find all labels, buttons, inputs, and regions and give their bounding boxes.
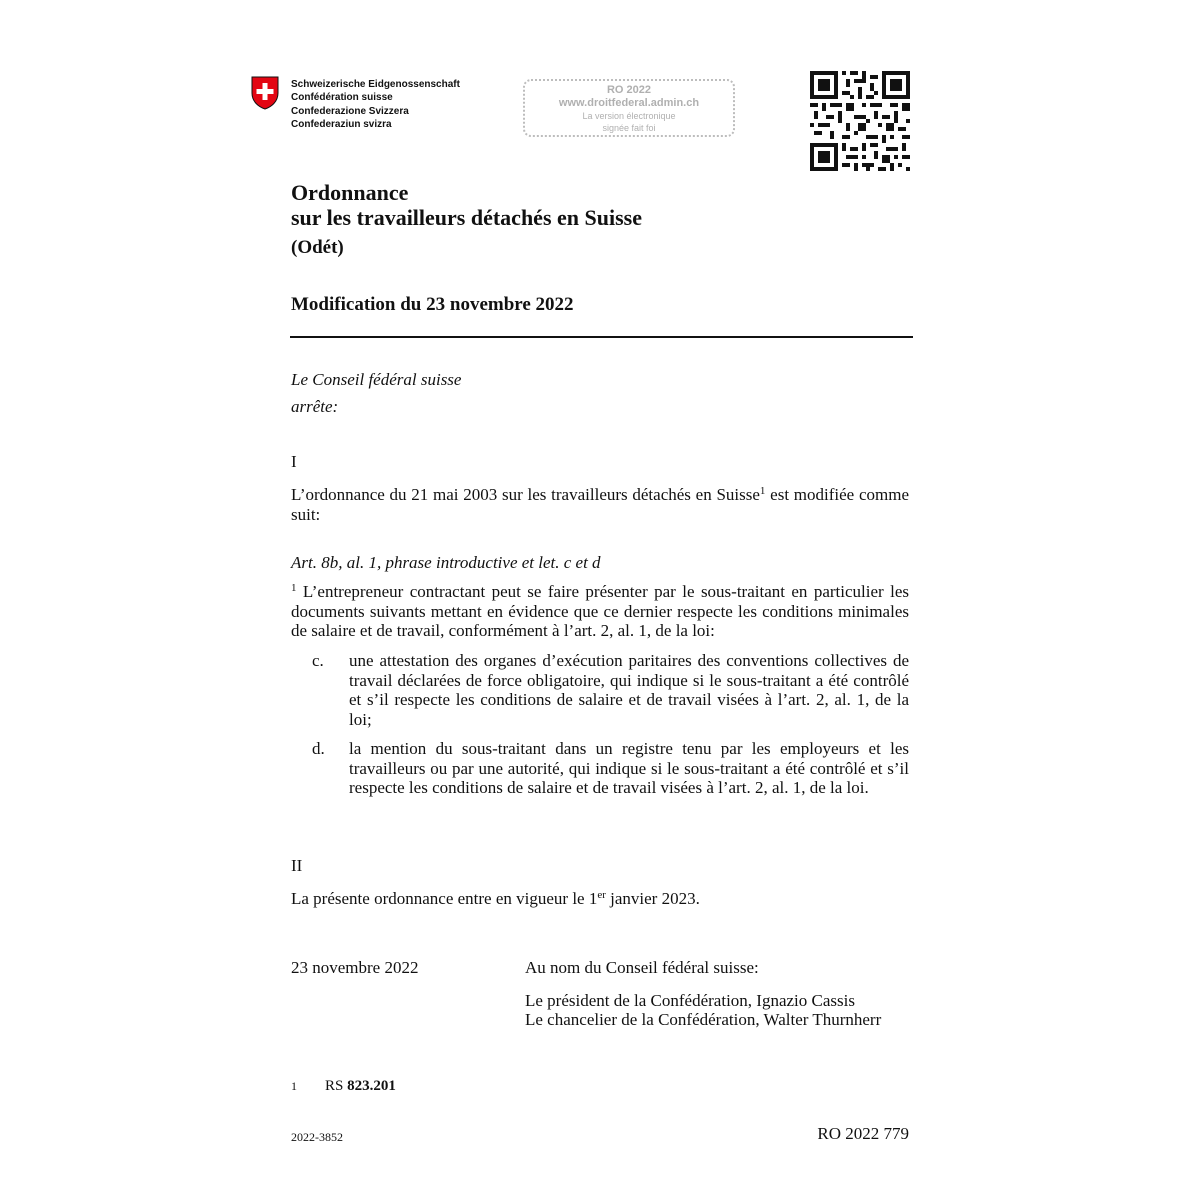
stamp-line3: La version électronique	[582, 111, 676, 121]
footnote-marker: 1	[759, 485, 766, 497]
chancellor-line: Le chancelier de la Confédération, Walter Thurnherr	[525, 1010, 882, 1029]
ro-reference: RO 2022 779	[817, 1124, 909, 1143]
section-numeral-2: II	[291, 856, 303, 875]
intro-line-2: arrête:	[291, 397, 339, 416]
confederation-name-de: Schweizerische Eidgenossenschaft	[291, 79, 460, 90]
qr-code-icon	[810, 71, 910, 171]
footnote-number: 1	[291, 1079, 297, 1093]
confederation-name-fr: Confédération suisse	[291, 92, 393, 104]
confederation-name-rm: Confederaziun svizra	[291, 118, 392, 130]
enacting-clause	[291, 366, 461, 420]
article-paragraph	[291, 582, 909, 641]
list-item-text-c: une attestation des organes d’exécution paritaires des conventions collectives de travail déclarées de force obligatoire, qui indique si le sous-traitant a été contrôlé et s’il respecte les conditions de salaire et de travail visées à l’art. 2, al. 1, de la loi;	[349, 651, 909, 729]
president-line: Le président de la Confédération, Ignazio Cassis	[525, 990, 855, 1010]
document-id: 2022-3852	[291, 1130, 343, 1144]
paragraph-number: 1	[291, 582, 297, 594]
ordinal-suffix: er	[597, 889, 606, 901]
amendment-intro-text-end: est modifiée comme suit:	[291, 485, 909, 524]
swiss-coat-of-arms-icon	[251, 76, 279, 110]
entry-into-force-text-end: janvier 2023.	[605, 889, 700, 908]
document-title	[291, 180, 642, 230]
section-numeral-1: I	[291, 452, 297, 471]
footnote-prefix: RS	[325, 1078, 348, 1094]
modification-date: Modification du 23 novembre 2022	[291, 294, 574, 315]
amendment-intro	[291, 485, 909, 524]
list-item-letter-d: d.	[312, 739, 325, 758]
electronic-version-stamp	[523, 79, 735, 137]
stamp-url: www.droitfederal.admin.ch	[558, 97, 700, 109]
title-divider	[290, 336, 913, 338]
article-heading: Art. 8b, al. 1, phrase introductive et let. c et d	[291, 553, 601, 572]
amendment-intro-text: L’ordonnance du 21 mai 2003 sur les travailleurs détachés en Suisse	[291, 485, 760, 504]
list-item-letter-c: c.	[312, 651, 324, 670]
title-line-1: Ordonnance	[291, 180, 409, 205]
footnote-text	[325, 1078, 396, 1095]
footnote-reference: 823.201	[347, 1078, 396, 1094]
on-behalf-line: Au nom du Conseil fédéral suisse:	[525, 958, 759, 977]
confederation-names	[291, 78, 460, 131]
entry-into-force	[291, 889, 909, 909]
signature-date: 23 novembre 2022	[291, 958, 419, 977]
title-line-2: sur les travailleurs détachés en Suisse	[291, 205, 642, 230]
article-paragraph-text: L’entrepreneur contractant peut se faire présenter par le sous-traitant en particulier les documents suivants mettant en évidence que ce dernier respecte les conditions minimales de salaire et de travail, conformément à l’art. 2, al. 1, de la loi:	[291, 582, 909, 640]
intro-line-1: Le Conseil fédéral suisse	[291, 370, 462, 389]
title-abbreviation: (Odét)	[291, 237, 344, 258]
signature-block	[525, 958, 881, 1030]
confederation-name-it: Confederazione Svizzera	[291, 105, 409, 117]
entry-into-force-text: La présente ordonnance entre en vigueur le 1	[291, 889, 598, 908]
stamp-ro: RO 2022	[606, 84, 652, 96]
stamp-line4: signée fait foi	[602, 123, 656, 133]
list-item-text-d: la mention du sous-traitant dans un registre tenu par les employeurs et les travailleurs ou par une autorité, qui indique si le sous-traitant a été contrôlé et s’il respecte les conditions de salaire et de travail visées à l’art. 2, al. 1, de la loi.	[349, 739, 909, 797]
